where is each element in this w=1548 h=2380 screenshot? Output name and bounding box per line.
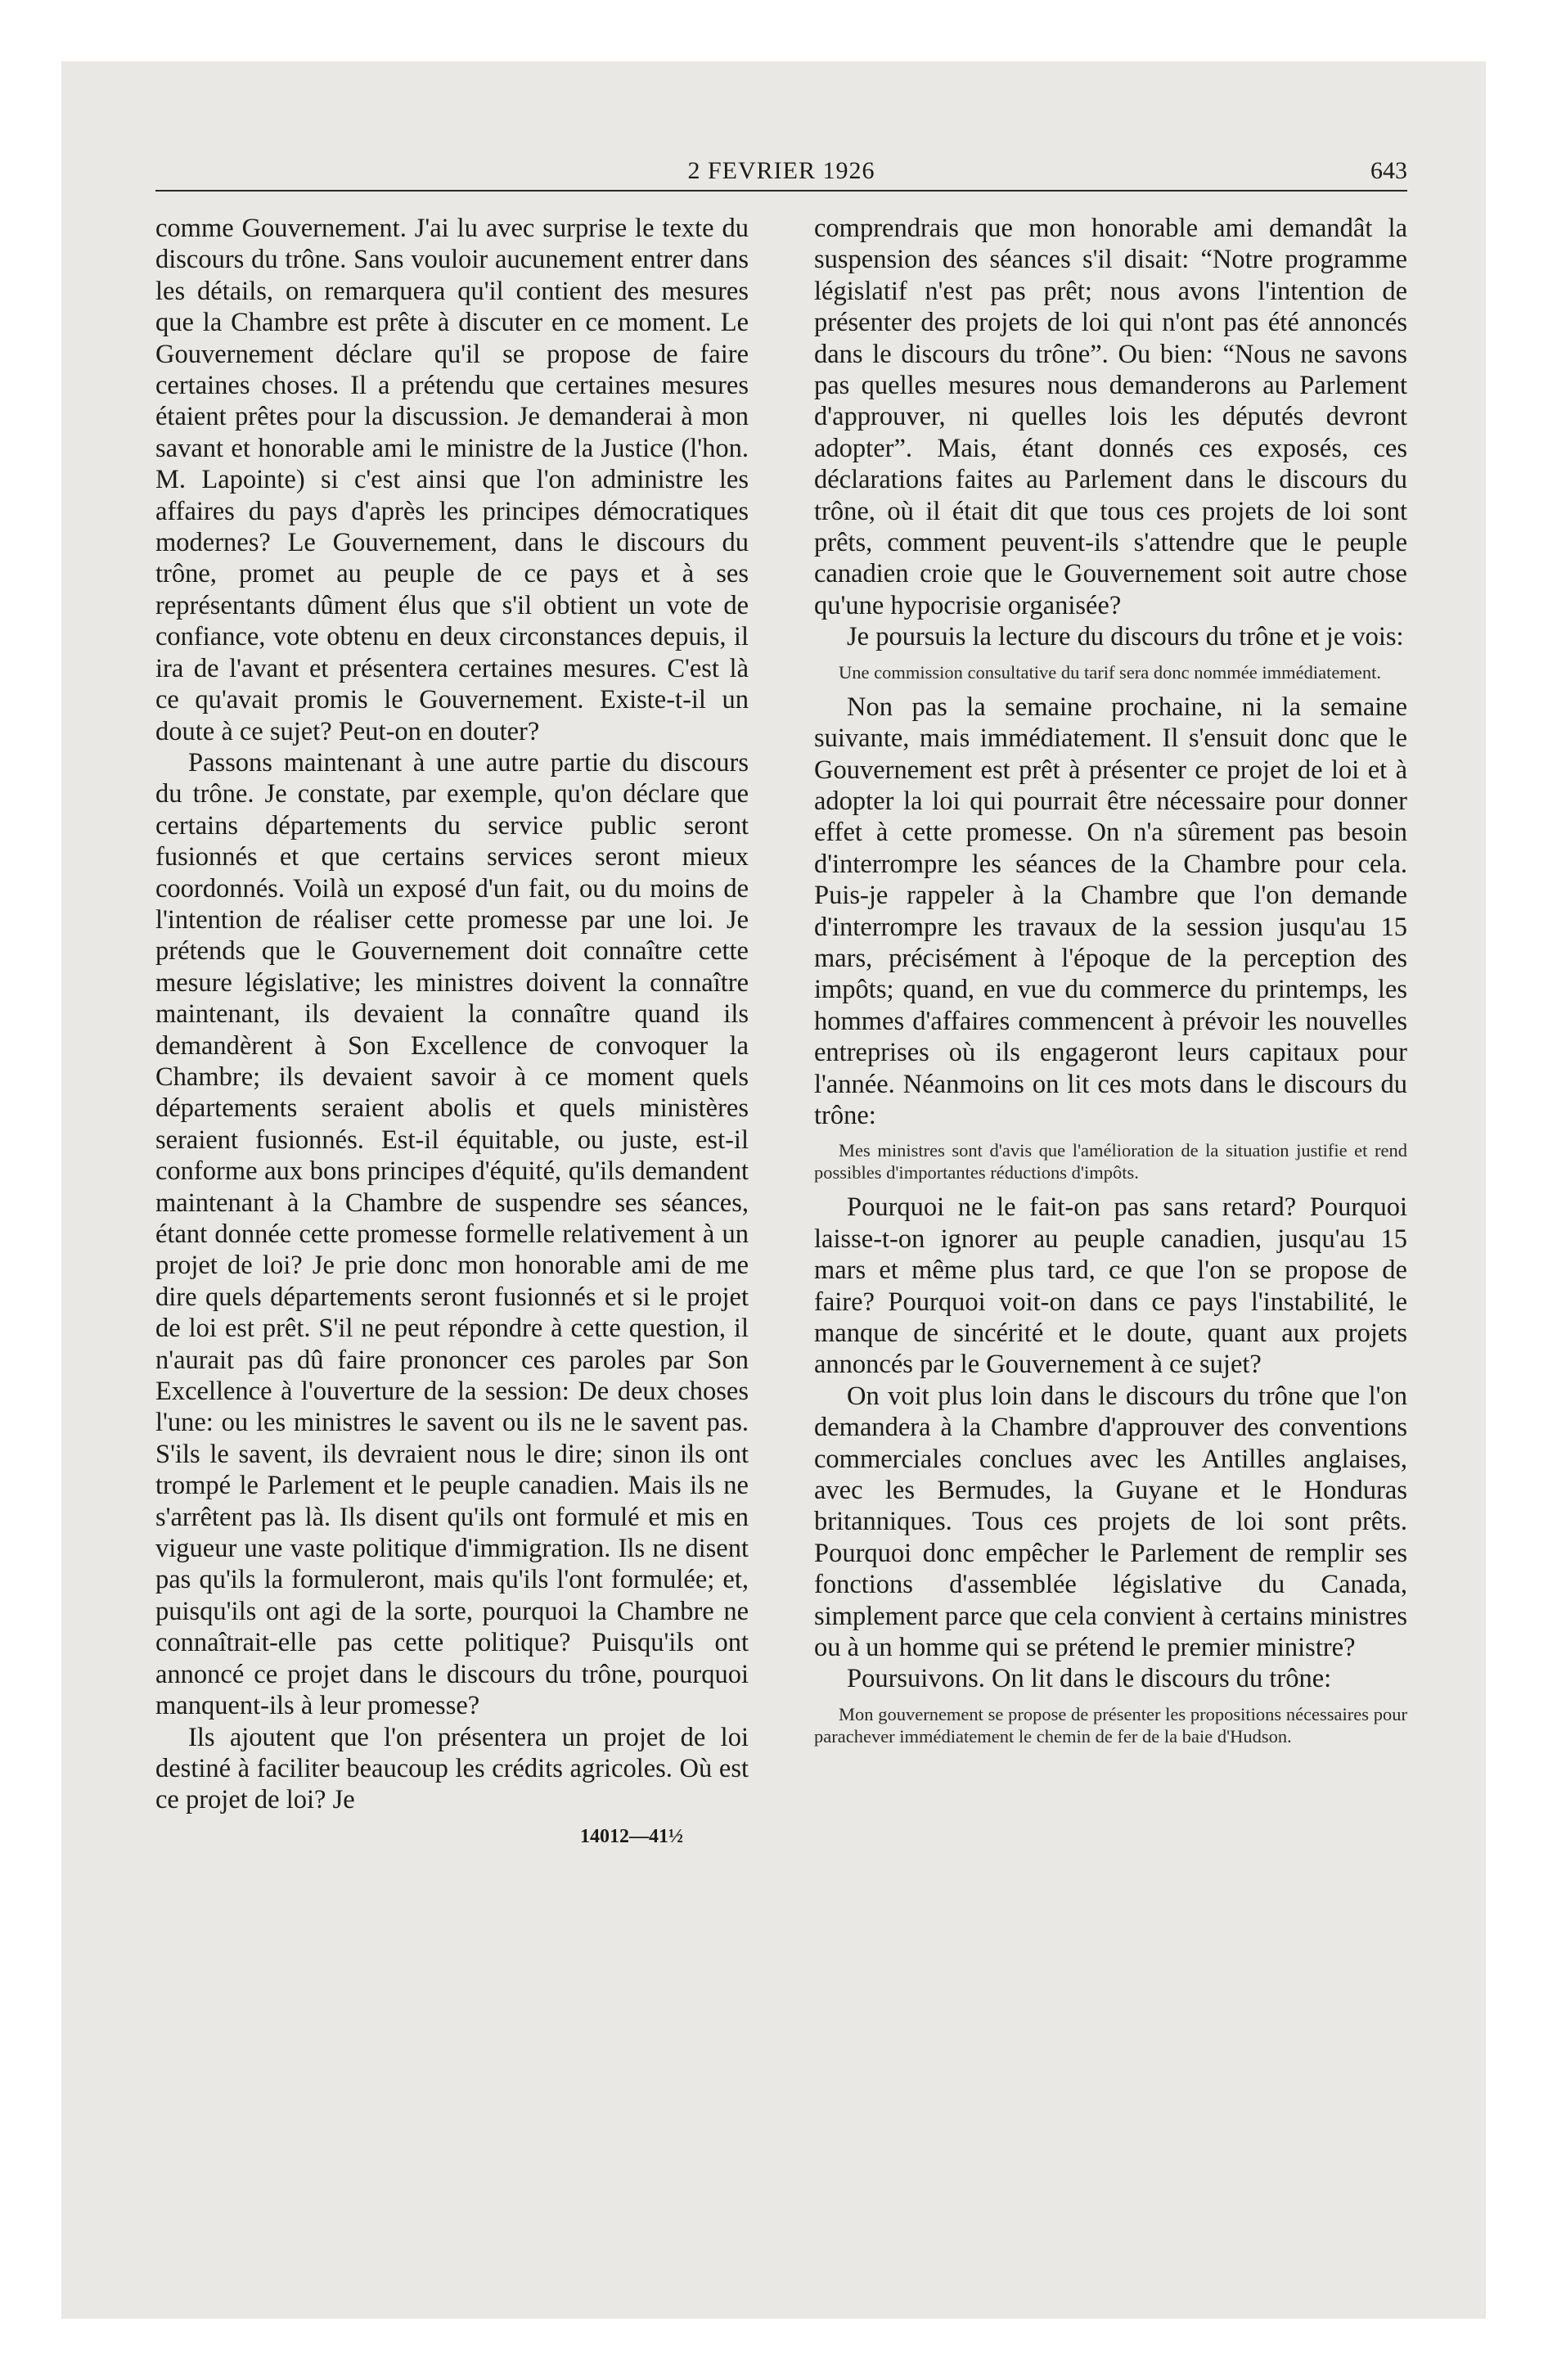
paragraph: comme Gouvernement. J'ai lu avec surprise le texte du discours du trône. Sans vouloir aucunement entrer dans les détails, on remarquera qu'il contient des mesures que la Chambre est prête à discuter en ce moment. Le Gouvernement déclare qu'il se propose de faire certaines choses. Il a prétendu que certaines mesures étaient prêtes pour la discussion. Je demanderai à mon savant et honorable ami le ministre de la Justice (l'hon. M. Lapointe) si c'est ainsi que l'on administre les affaires du pays d'après les principes démocratiques modernes? Le Gouvernement, dans le discours du trône, promet au peuple de ce pays et à ses représentants dûment élus que s'il obtient un vote de confiance, vote obtenu en deux circonstances depuis, il ira de l'avant et présentera certaines mesures. C'est là ce qu'avait promis le Gouvernement. Existe-t-il un doute à ce sujet? Peut-on en douter? <box>155 214 749 746</box>
paragraph: Ils ajoutent que l'on présentera un projet de loi destiné à faciliter beaucoup les crédits agricoles. Où est ce projet de loi? Je <box>155 1722 749 1815</box>
page-number: 643 <box>1370 157 1407 184</box>
paragraph: Poursuivons. On lit dans le discours du trône: <box>847 1664 1332 1694</box>
block-quote: Une commission consultative du tarif sera donc nommée immédiatement. <box>839 661 1381 683</box>
right-column <box>814 213 1407 1756</box>
block-quote: Mes ministres sont d'avis que l'amélioration de la situation justifie et rend possibles d'importantes réductions d'impôts. <box>814 1140 1407 1183</box>
document-page <box>155 147 1407 1847</box>
paragraph: Je poursuis la lecture du discours du trône et je vois: <box>847 622 1404 652</box>
paragraph: Passons maintenant à une autre partie du discours du trône. Je constate, par exemple, qu'on déclare que certains départements du service public seront fusionnés et que certains services seront mieux coordonnés. Voilà un exposé d'un fait, ou du moins de l'intention de réaliser cette promesse par une loi. Je prétends que le Gouvernement doit connaître cette mesure législative; les ministres doivent la connaître maintenant, ils devaient la connaître quand ils demandèrent à Son Excellence de convoquer la Chambre; ils devaient savoir à ce moment quels départements seraient abolis et quels ministères seraient fusionnés. Est-il équitable, ou juste, est-il conforme aux bons principes d'équité, qu'ils demandent maintenant à la Chambre de suspendre ses séances, étant donnée cette promesse formelle relativement à un projet de loi? Je prie donc mon honorable ami de me dire quels départements seront fusionnés et si le projet de loi est prêt. S'il ne peut répondre à cette question, il n'aurait pas dû faire prononcer ces paroles par Son Excellence à l'ouverture de la session: De deux choses l'une: ou les ministres le savent ou ils ne le savent pas. S'ils le savent, ils devraient nous le dire; sinon ils ont trompé le Parlement et le peuple canadien. Mais ils ne s'arrêtent pas là. Ils disent qu'ils ont formulé et mis en vigueur une vaste politique d'immigration. Ils ne disent pas qu'ils la formuleront, mais qu'ils l'ont formulée; et, puisqu'ils ont agi de la sorte, pourquoi la Chambre ne connaîtrait-elle pas cette politique? Puisqu'ils ont annoncé ce projet dans le discours du trône, pourquoi manquent-ils à leur promesse? <box>155 747 749 1721</box>
paragraph: Non pas la semaine prochaine, ni la semaine suivante, mais immédiatement. Il s'ensuit donc que le Gouvernement est prêt à présenter ce projet de loi et à adopter la loi qui pourrait être nécessaire pour donner effet à cette promesse. On n'a sûrement pas besoin d'interrompre les séances de la Chambre pour cela. Puis-je rappeler à la Chambre que l'on demande d'interrompre les travaux de la session jusqu'au 15 mars, précisément à l'époque de la perception des impôts; quand, en vue du commerce du printemps, les hommes d'affaires commencent à prévoir les nouvelles entreprises où ils engageront leurs capitaux pour l'année. Néanmoins on lit ces mots dans le discours du trône: <box>814 692 1407 1130</box>
paragraph: On voit plus loin dans le discours du trône que l'on demandera à la Chambre d'approuver des conventions commerciales conclues avec les Antilles anglaises, avec les Bermudes, la Guyane et le Honduras britanniques. Tous ces projets de loi sont prêts. Pourquoi donc empêcher le Parlement de remplir ses fonctions d'assemblée législative du Canada, simplement parce que cela convient à certains ministres ou à un homme qui se prétend le premier ministre? <box>814 1381 1407 1663</box>
block-quote: Mon gouvernement se propose de présenter les propositions nécessaires pour parachever immédiatement le chemin de fer de la baie d'Hudson. <box>814 1703 1407 1747</box>
paragraph: Pourquoi ne le fait-on pas sans retard? Pourquoi laisse-t-on ignorer au peuple canadien, jusqu'au 15 mars et même plus tard, ce que l'on se propose de faire? Pourquoi voit-on dans ce pays l'instabilité, le manque de sincérité et le doute, quant aux projets annoncés par le Gouvernement à ce sujet? <box>814 1192 1407 1380</box>
left-column <box>155 213 749 1848</box>
header-date: 2 FEVRIER 1926 <box>687 157 875 184</box>
paragraph: comprendrais que mon honorable ami demandât la suspension des séances s'il disait: “Notre programme législatif n'est pas prêt; nous avons l'intention de présenter des projets de loi qui n'ont pas été annoncés dans le discours du trône”. Ou bien: “Nous ne savons pas quelles mesures nous demanderons au Parlement d'approuver, ni quelles lois les députés devront adopter”. Mais, étant donnés ces exposés, ces déclarations faites au Parlement dans le discours du trône, où il était dit que tous ces projets de loi sont prêts, comment peuvent-ils s'attendre que le peuple canadien croie que le Gouvernement soit autre chose qu'une hypocrisie organisée? <box>814 214 1407 620</box>
running-header <box>155 147 1407 192</box>
printer-signature: 14012—41½ <box>580 1825 683 1847</box>
